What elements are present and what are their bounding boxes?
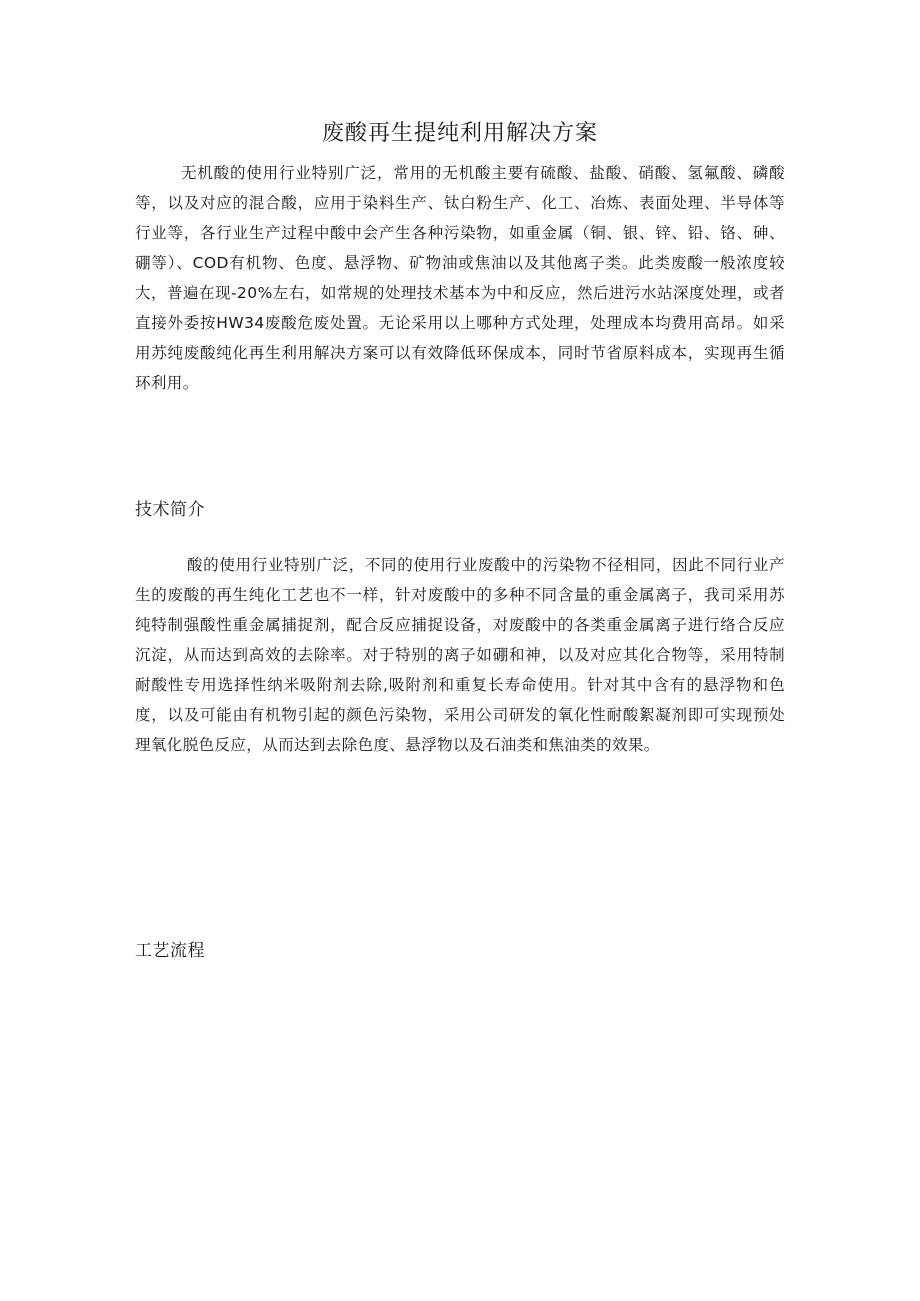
intro-paragraph: 无机酸的使用行业特别广泛，常用的无机酸主要有硫酸、盐酸、硝酸、氢氟酸、磷酸等，以及对应的混合酸，应用于染料生产、钛白粉生产、化工、冶炼、表面处理、半导体等行业等，各行业生产过程中酸中会产生各种污染物，如重金属（铜、银、锌、铅、铬、砷、硼等）、COD有机物、色度、悬浮物、矿物油或焦油以及其他离子类。此类废酸一般浓度较大，普遍在现-20%左右，如常规的处理技术基本为中和反应，然后进污水站深度处理，或者直接外委按HW34废酸危废处置。无论采用以上哪种方式处理，处理成本均费用高昂。如采用苏纯废酸纯化再生利用解决方案可以有效降低环保成本，同时节省原料成本，实现再生循环利用。 bbox=[135, 164, 785, 392]
section-heading-process-flow: 工艺流程 bbox=[135, 941, 205, 961]
document-title: 废酸再生提纯利用解决方案 bbox=[321, 121, 598, 146]
section-heading-tech-intro: 技术简介 bbox=[135, 500, 205, 520]
tech-intro-paragraph: 酸的使用行业特别广泛，不同的使用行业废酸中的污染物不径相同，因此不同行业产生的废酸的再生纯化工艺也不一样，针对废酸中的多种不同含量的重金属离子，我司采用苏纯特制强酸性重金属捕捉剂，配合反应捕捉设备，对废酸中的各类重金属离子进行络合反应沉淀，从而达到高效的去除率。对于特别的离子如硼和神，以及对应其化合物等，采用特制耐酸性专用选择性纳米吸附剂去除,吸附剂和重复长寿命使用。针对其中含有的悬浮物和色度，以及可能由有机物引起的颜色污染物，采用公司研发的氧化性耐酸絮凝剂即可实现预处理氧化脱色反应，从而达到去除色度、悬浮物以及石油类和焦油类的效果。 bbox=[135, 556, 785, 754]
